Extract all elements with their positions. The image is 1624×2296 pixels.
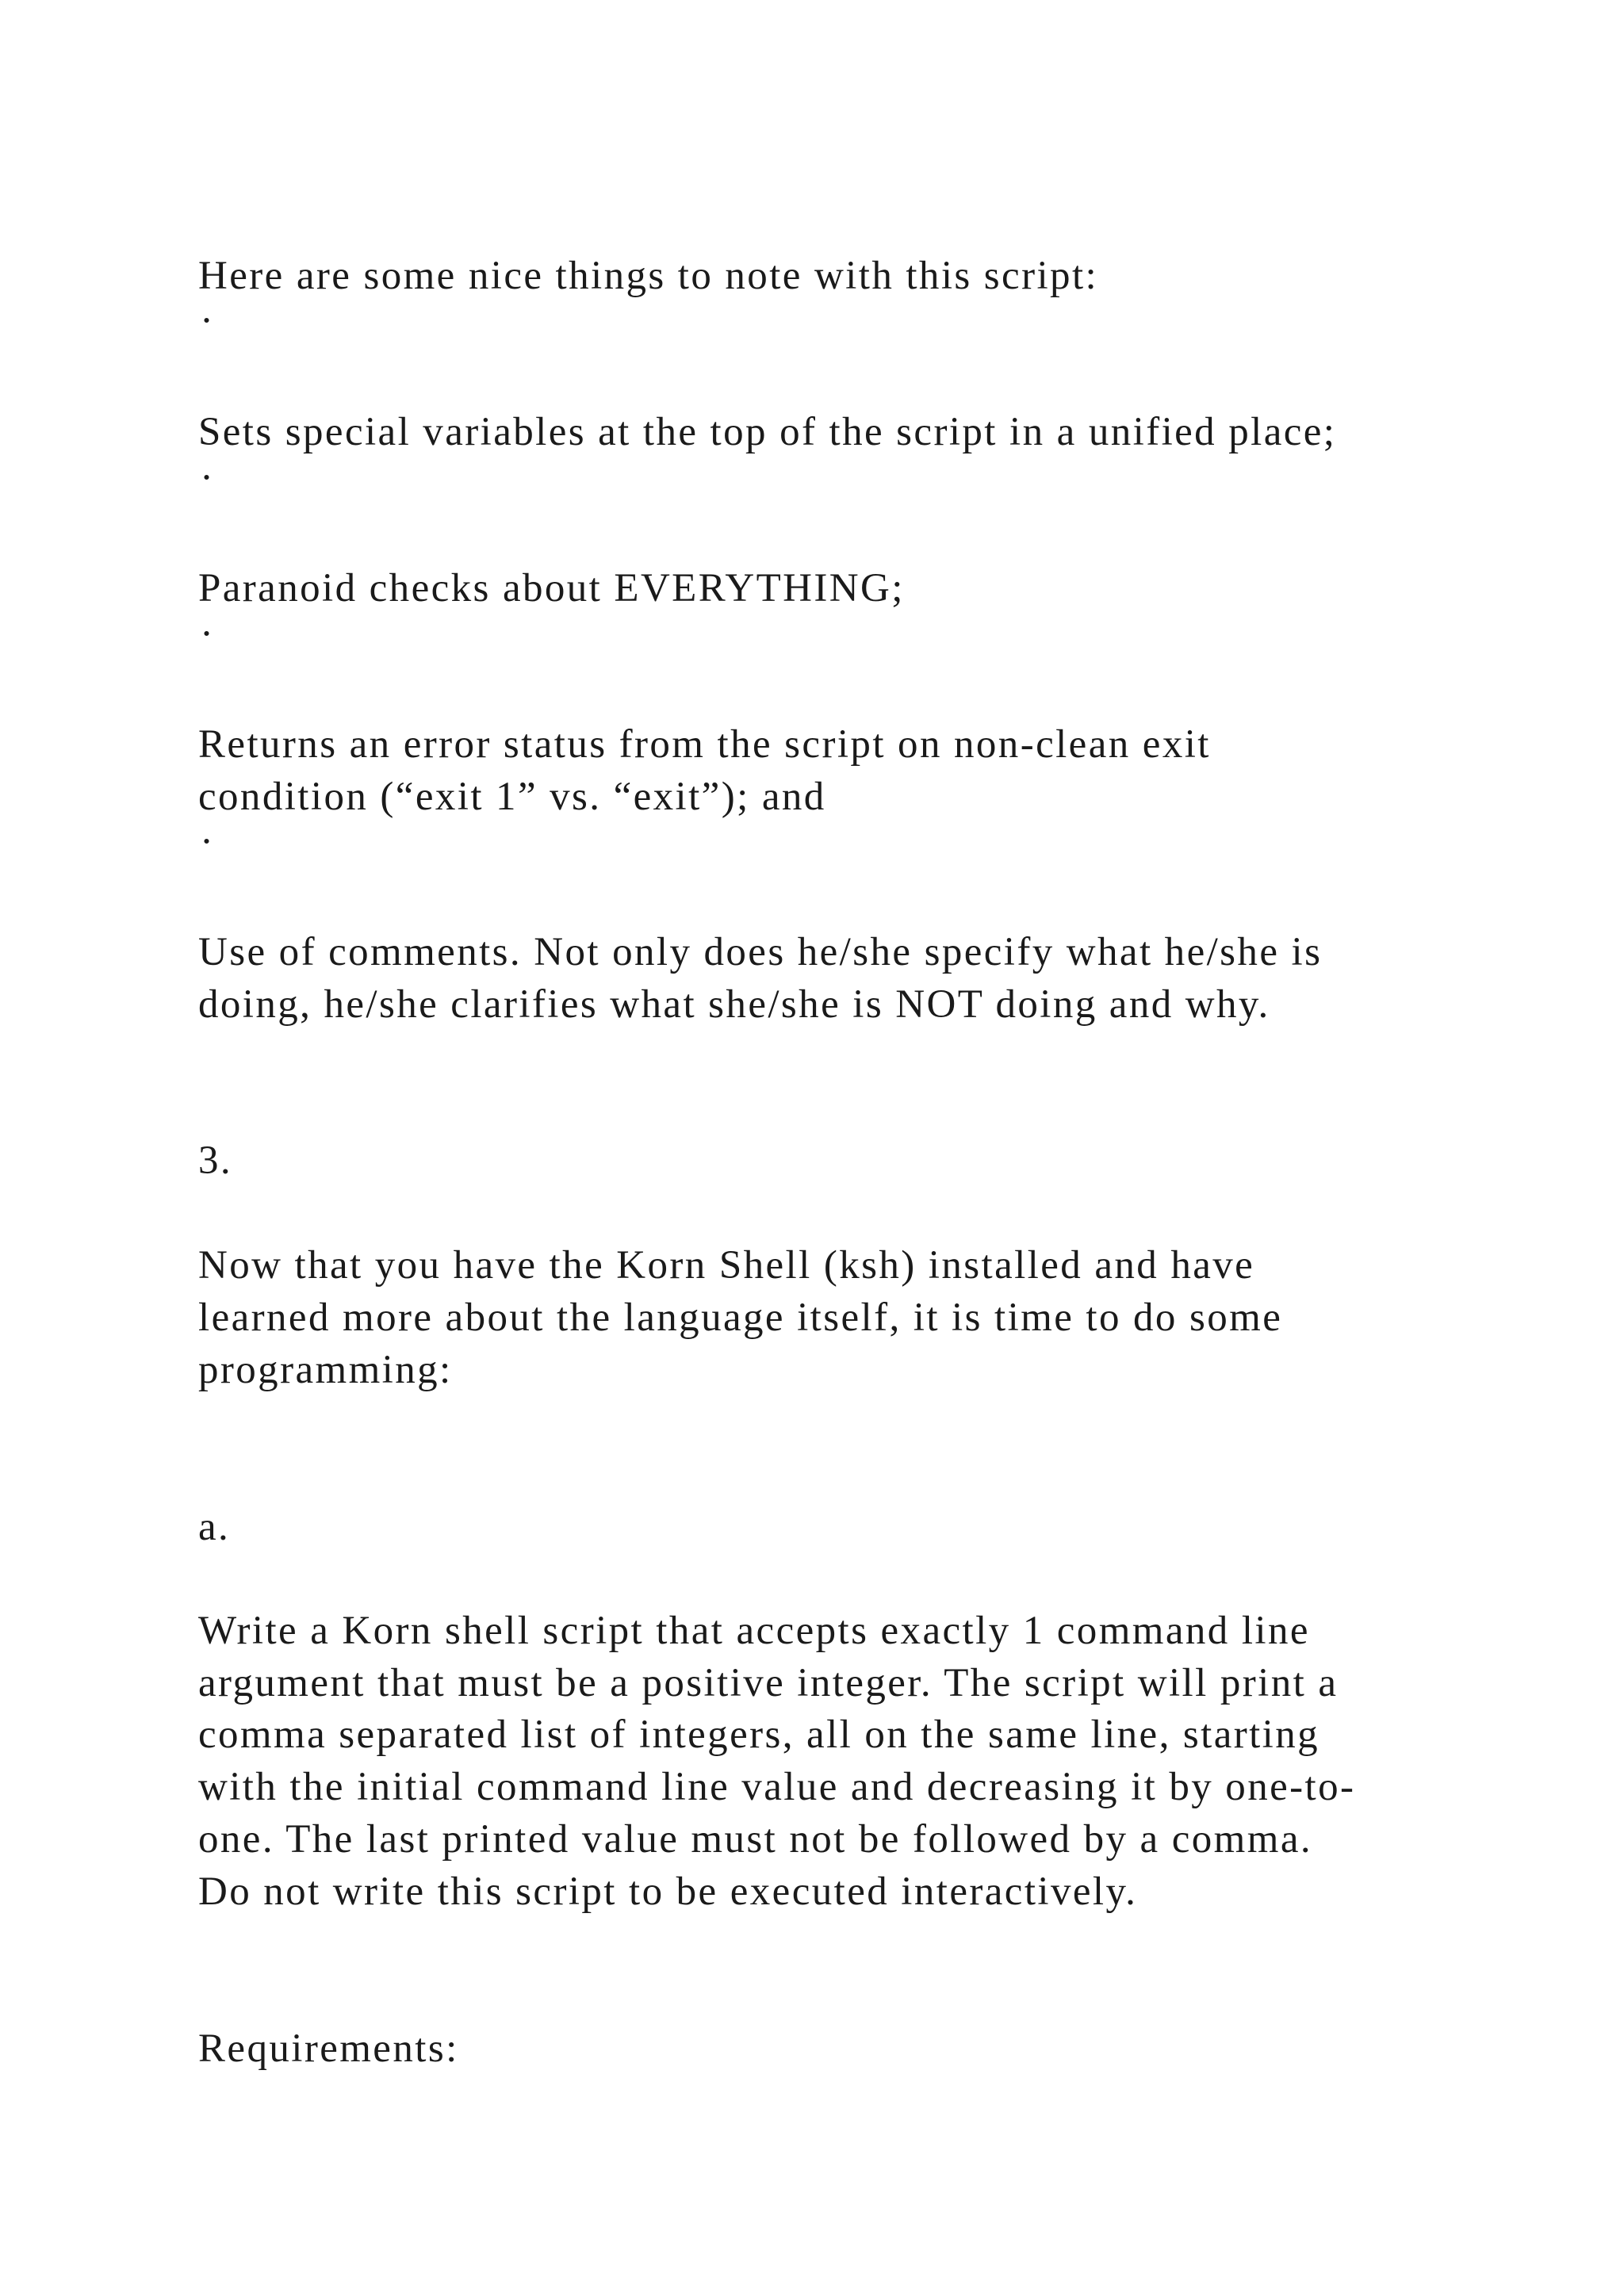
bullet-item-4-line-2: doing, he/she clarifies what she/she is NOT doing and why. xyxy=(198,982,1270,1027)
task-line-4: with the initial command line value and decreasing it by one-to- xyxy=(198,1765,1356,1809)
bullet-item-1-line-1: Sets special variables at the top of the script in a unified place; xyxy=(198,410,1337,454)
bullet-item-3-line-1: Returns an error status from the script on non-clean exit xyxy=(198,722,1211,767)
bullet-item-2-line-1: Paranoid checks about EVERYTHING; xyxy=(198,566,905,610)
sub-label: a. xyxy=(198,1505,231,1549)
task-line-2: argument that must be a positive integer. The script will print a xyxy=(198,1661,1339,1705)
section-text-line-1: Now that you have the Korn Shell (ksh) installed and have xyxy=(198,1243,1255,1288)
section-text-line-2: learned more about the language itself, it is time to do some xyxy=(198,1295,1283,1340)
task-line-1: Write a Korn shell script that accepts exactly 1 command line xyxy=(198,1609,1310,1653)
section-number: 3. xyxy=(198,1138,233,1183)
task-line-5: one. The last printed value must not be followed by a comma. xyxy=(198,1817,1313,1862)
requirements-heading: Requirements: xyxy=(198,2026,459,2071)
bullet-marker: · xyxy=(200,456,213,500)
intro-text: Here are some nice things to note with this script: xyxy=(198,254,1099,298)
bullet-item-4-line-1: Use of comments. Not only does he/she specify what he/she is xyxy=(198,930,1323,974)
task-line-3: comma separated list of integers, all on the same line, starting xyxy=(198,1712,1320,1757)
task-line-6: Do not write this script to be executed interactively. xyxy=(198,1869,1138,1914)
bullet-marker: · xyxy=(200,299,213,343)
section-text-line-3: programming: xyxy=(198,1348,453,1392)
bullet-marker: · xyxy=(200,612,213,656)
bullet-marker: · xyxy=(200,820,213,864)
bullet-item-3-line-2: condition (“exit 1” vs. “exit”); and xyxy=(198,775,826,819)
